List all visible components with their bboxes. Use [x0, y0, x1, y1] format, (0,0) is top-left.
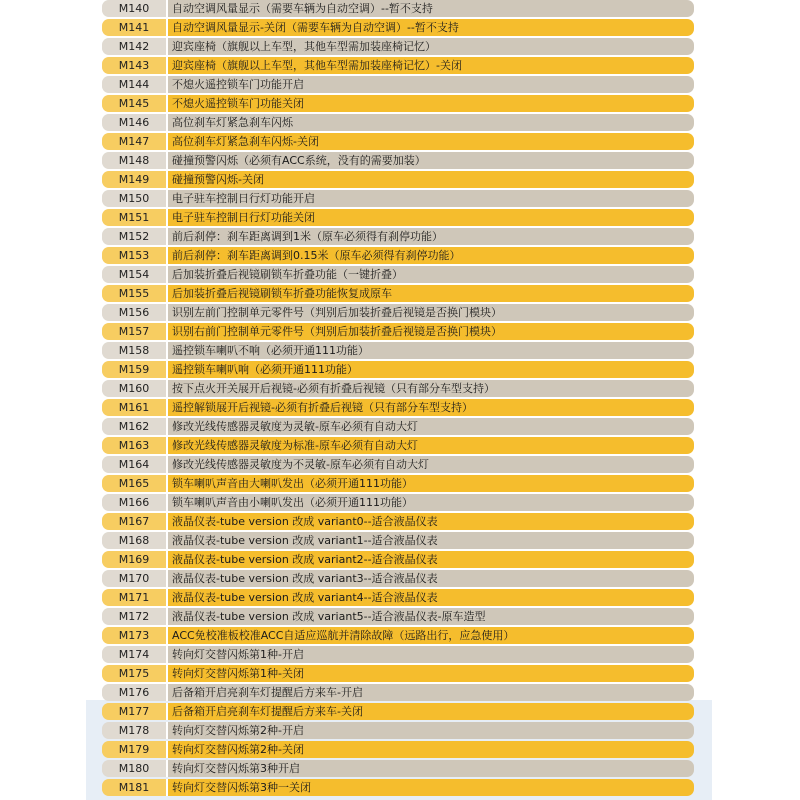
function-code: M158 — [102, 342, 166, 359]
function-code: M168 — [102, 532, 166, 549]
function-code: M181 — [102, 779, 166, 796]
function-description: 转向灯交替闪烁第2种-开启 — [172, 724, 304, 737]
function-description: 遥控解锁展开后视镜-必须有折叠后视镜（只有部分车型支持） — [172, 401, 473, 414]
function-description: 修改光线传感器灵敏度为灵敏-原车必须有自动大灯 — [172, 420, 418, 433]
table-row — [102, 741, 694, 758]
function-code: M176 — [102, 684, 166, 701]
function-description: 高位刹车灯紧急刹车闪烁-关闭 — [172, 135, 319, 148]
table-row — [102, 19, 694, 36]
function-code: M174 — [102, 646, 166, 663]
function-code: M146 — [102, 114, 166, 131]
table-row — [102, 342, 694, 359]
function-description: 自动空调风量显示-关闭（需要车辆为自动空调）--暂不支持 — [172, 21, 459, 34]
table-row — [102, 513, 694, 530]
function-code: M162 — [102, 418, 166, 435]
table-row — [102, 779, 694, 796]
function-code: M161 — [102, 399, 166, 416]
function-description: 不熄火遥控锁车门功能开启 — [172, 78, 304, 91]
table-row — [102, 437, 694, 454]
function-code: M140 — [102, 0, 166, 17]
function-description: ACC免校准板校准ACC自适应巡航并清除故障（远路出行，应急使用） — [172, 629, 515, 642]
table-row — [102, 570, 694, 587]
function-description: 转向灯交替闪烁第1种-开启 — [172, 648, 304, 661]
table-row — [102, 209, 694, 226]
table-row — [102, 361, 694, 378]
function-description: 转向灯交替闪烁第3种一关闭 — [172, 781, 311, 794]
function-description: 修改光线传感器灵敏度为标准-原车必须有自动大灯 — [172, 439, 418, 452]
function-description: 电子驻车控制日行灯功能开启 — [172, 192, 315, 205]
function-description: 后加装折叠后视镜刷锁车折叠功能恢复成原车 — [172, 287, 392, 300]
table-row — [102, 703, 694, 720]
function-description: 后备箱开启亮刹车灯提醒后方来车-开启 — [172, 686, 363, 699]
function-code: M178 — [102, 722, 166, 739]
function-code: M164 — [102, 456, 166, 473]
function-code: M149 — [102, 171, 166, 188]
function-code: M179 — [102, 741, 166, 758]
table-row — [102, 171, 694, 188]
function-description: 迎宾座椅（旗舰以上车型，其他车型需加装座椅记忆）-关闭 — [172, 59, 462, 72]
table-row — [102, 665, 694, 682]
function-code: M152 — [102, 228, 166, 245]
function-code: M157 — [102, 323, 166, 340]
table-row — [102, 760, 694, 777]
function-description: 遥控锁车喇叭响（必须开通111功能） — [172, 363, 358, 376]
function-description: 自动空调风量显示（需要车辆为自动空调）--暂不支持 — [172, 2, 433, 15]
function-description: 高位刹车灯紧急刹车闪烁 — [172, 116, 293, 129]
function-code: M155 — [102, 285, 166, 302]
table-row — [102, 228, 694, 245]
function-description: 遥控锁车喇叭不响（必须开通111功能） — [172, 344, 369, 357]
function-description: 前后刹停：刹车距离调到1米（原车必须得有刹停功能） — [172, 230, 443, 243]
function-description: 碰撞预警闪烁（必须有ACC系统，没有的需要加装） — [172, 154, 426, 167]
function-description: 液晶仪表-tube version 改成 variant1--适合液晶仪表 — [172, 534, 438, 547]
table-row — [102, 399, 694, 416]
function-description: 转向灯交替闪烁第1种-关闭 — [172, 667, 304, 680]
function-code: M150 — [102, 190, 166, 207]
table-row — [102, 532, 694, 549]
function-code: M177 — [102, 703, 166, 720]
function-description: 后加装折叠后视镜刷锁车折叠功能（一键折叠） — [172, 268, 403, 281]
table-row — [102, 57, 694, 74]
function-description: 转向灯交替闪烁第3种开启 — [172, 762, 300, 775]
table-row — [102, 608, 694, 625]
function-code: M154 — [102, 266, 166, 283]
table-row — [102, 380, 694, 397]
function-description: 转向灯交替闪烁第2种-关闭 — [172, 743, 304, 756]
table-row — [102, 247, 694, 264]
table-row — [102, 38, 694, 55]
function-code: M169 — [102, 551, 166, 568]
function-description: 迎宾座椅（旗舰以上车型，其他车型需加装座椅记忆） — [172, 40, 436, 53]
function-code: M153 — [102, 247, 166, 264]
function-description: 液晶仪表-tube version 改成 variant0--适合液晶仪表 — [172, 515, 438, 528]
function-description: 后备箱开启亮刹车灯提醒后方来车-关闭 — [172, 705, 363, 718]
function-code: M142 — [102, 38, 166, 55]
table-row — [102, 76, 694, 93]
table-row — [102, 627, 694, 644]
table-row — [102, 152, 694, 169]
function-code: M148 — [102, 152, 166, 169]
function-code: M163 — [102, 437, 166, 454]
function-description: 识别右前门控制单元零件号（判别后加装折叠后视镜是否换门模块） — [172, 325, 502, 338]
table-row — [102, 589, 694, 606]
table-row — [102, 190, 694, 207]
function-code: M141 — [102, 19, 166, 36]
function-code: M172 — [102, 608, 166, 625]
function-code: M156 — [102, 304, 166, 321]
function-code: M175 — [102, 665, 166, 682]
function-description: 液晶仪表-tube version 改成 variant4--适合液晶仪表 — [172, 591, 438, 604]
function-code: M147 — [102, 133, 166, 150]
function-code: M145 — [102, 95, 166, 112]
function-code: M151 — [102, 209, 166, 226]
function-code: M143 — [102, 57, 166, 74]
function-code-table — [102, 0, 694, 798]
table-row — [102, 646, 694, 663]
function-description: 碰撞预警闪烁-关闭 — [172, 173, 264, 186]
function-description: 按下点火开关展开后视镜-必须有折叠后视镜（只有部分车型支持） — [172, 382, 495, 395]
table-row — [102, 285, 694, 302]
function-code: M165 — [102, 475, 166, 492]
function-code: M167 — [102, 513, 166, 530]
function-code: M160 — [102, 380, 166, 397]
function-code: M173 — [102, 627, 166, 644]
table-row — [102, 722, 694, 739]
table-row — [102, 266, 694, 283]
function-description: 锁车喇叭声音由大喇叭发出（必须开通111功能） — [172, 477, 413, 490]
table-row — [102, 551, 694, 568]
function-description: 识别左前门控制单元零件号（判别后加装折叠后视镜是否换门模块） — [172, 306, 502, 319]
table-row — [102, 418, 694, 435]
function-code: M171 — [102, 589, 166, 606]
function-code: M159 — [102, 361, 166, 378]
function-code: M166 — [102, 494, 166, 511]
table-row — [102, 494, 694, 511]
function-code: M144 — [102, 76, 166, 93]
function-description: 修改光线传感器灵敏度为不灵敏-原车必须有自动大灯 — [172, 458, 429, 471]
table-row — [102, 456, 694, 473]
function-description: 液晶仪表-tube version 改成 variant5--适合液晶仪表-原车造型 — [172, 610, 486, 623]
function-code: M170 — [102, 570, 166, 587]
table-row — [102, 114, 694, 131]
table-row — [102, 133, 694, 150]
function-description: 不熄火遥控锁车门功能关闭 — [172, 97, 304, 110]
function-description: 液晶仪表-tube version 改成 variant3--适合液晶仪表 — [172, 572, 438, 585]
function-description: 前后刹停：刹车距离调到0.15米（原车必须得有刹停功能） — [172, 249, 461, 262]
table-row — [102, 475, 694, 492]
function-description: 液晶仪表-tube version 改成 variant2--适合液晶仪表 — [172, 553, 438, 566]
table-row — [102, 95, 694, 112]
function-description: 锁车喇叭声音由小喇叭发出（必须开通111功能） — [172, 496, 413, 509]
table-row — [102, 0, 694, 17]
table-row — [102, 304, 694, 321]
function-code: M180 — [102, 760, 166, 777]
function-description: 电子驻车控制日行灯功能关闭 — [172, 211, 315, 224]
table-row — [102, 323, 694, 340]
table-row — [102, 684, 694, 701]
